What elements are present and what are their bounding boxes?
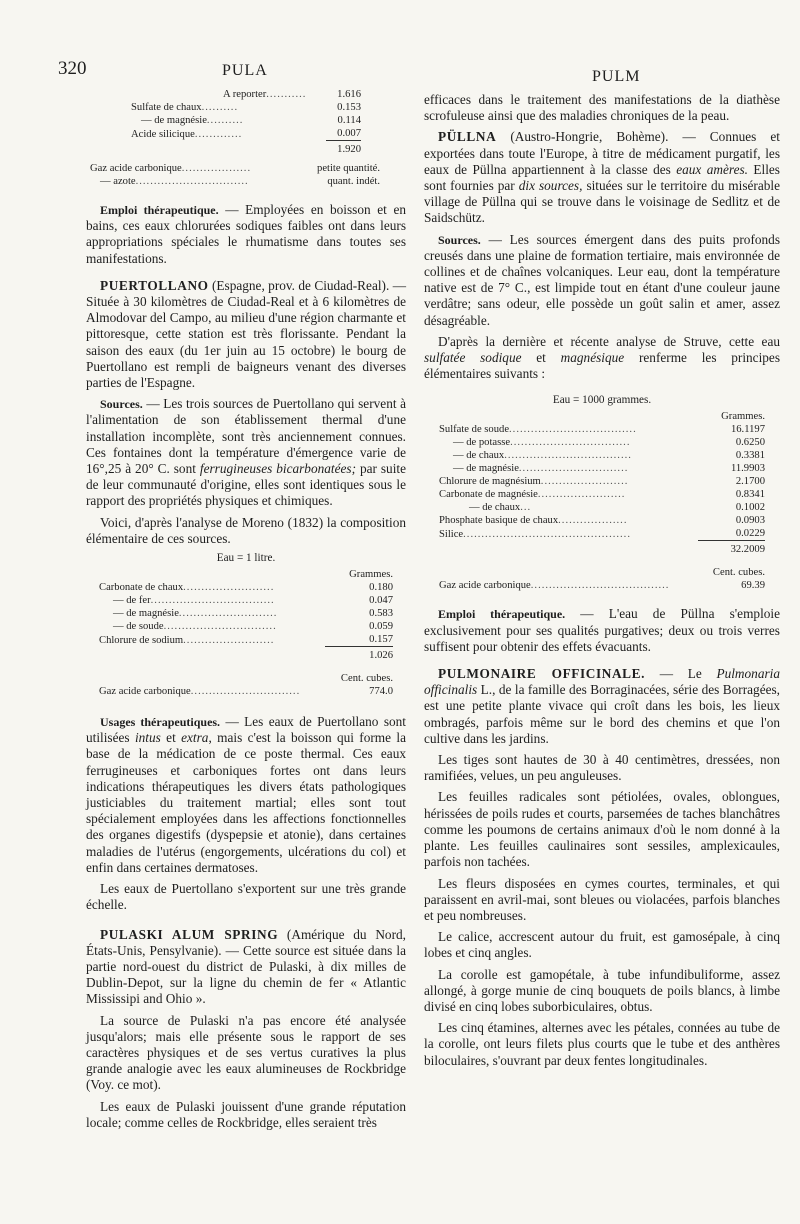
table-row: — azote............................... quant. indét. [100, 176, 380, 187]
paragraph-sources: Sources. — Les trois sources de Puertollano qui servent à l'alimentation de son établissement thermal d'une installation incomplète, sont très anciennement connues. Ces fontaines dont la température d'émergence varie de 16°,25 à 20° C. sont ferrugineuses bicarbonatées; par suite de leur communauté d'origine, elles sont identiques sous le rapport des propriétés physiques et chimiques. [86, 396, 406, 509]
left-column [86, 88, 406, 1136]
table-row: Phosphate basique de chaux................... 0.0903 [439, 515, 765, 527]
paragraph-export: Les eaux de Puertollano s'exportent sur une très grande échelle. [86, 881, 406, 913]
table-row: Carbonate de chaux......................... 0.180 [99, 582, 393, 594]
paragraph-corolle: La corolle est gamopétale, à tube infundibuliforme, assez allongé, à gorge munie de cinq bouquets de poils blancs, à limbe divisé en cinq lobes suborbiculaires, obtus. [424, 966, 780, 1014]
column-header: Grammes. [721, 411, 765, 423]
table-row: Gaz acide carbonique................... petite quantité. [90, 163, 380, 174]
table-row: — de soude............................... 0.059 [113, 621, 393, 633]
table-row: Chlorure de magnésium........................ 2.1700 [439, 476, 765, 488]
table-row: Silice.............................................. 0.0229 [439, 528, 765, 540]
analysis-table-pullna [439, 410, 765, 592]
paragraph-tiges: Les tiges sont hautes de 30 à 40 centimètres, dressées, non ramifiées, velues, un peu anguleuses. [424, 752, 780, 784]
table-row: — de magnésie.............................. 11.9903 [453, 463, 765, 475]
analysis-table-puertollano [99, 568, 393, 698]
unit-label: Eau = 1000 grammes. [552, 394, 652, 407]
page-number: 320 [58, 58, 87, 79]
running-head-left: PULA [222, 62, 268, 79]
table-row: Carbonate de magnésie........................ 0.8341 [439, 489, 765, 501]
table-row: — de magnésie........................... 0.583 [113, 608, 393, 620]
paragraph-sources: Sources. — Les sources émergent dans des puits profonds creusés dans une plaine de formation tertiaire, mais environnée de collines et de chaînes volcaniques. Leur eau, dont la température native est de 7° C., est limpide tout en étant d'une couleur jaune verdâtre; sans odeur, elle possède un goût salin et amer, assez désagréable. [424, 231, 780, 328]
table-row: Sulfate de chaux.......... 0.153 [131, 102, 361, 113]
paragraph-feuilles: Les feuilles radicales sont pétiolées, ovales, oblongues, hérissées de poils rudes et courts, parsemées de taches blanchâtres comme les poumons de certains animaux d'où le nom donné à la plante. Les feuilles caulinaires sont sessiles, amplexicaules, parfois non tachées. [424, 789, 780, 870]
table-row: — de potasse................................. 0.6250 [453, 437, 765, 449]
page-header [0, 58, 800, 88]
table-total-row: 1.026 [99, 647, 393, 663]
column-header: Grammes. [349, 569, 393, 581]
table-row: Gaz acide carbonique...................................... 69.39 [439, 580, 765, 592]
paragraph-reputation: Les eaux de Pulaski jouissent d'une grande réputation locale; comme celles de Rockbridge, elles seraient très [86, 1098, 406, 1130]
paragraph-source: La source de Pulaski n'a pas encore été analysée jusqu'alors; mais elle présente sous le rapport de ses caractères physiques et de ses vertus curatives la plus grande analogie avec les eaux alumineuses de Rockbridge (Voy. ce mot). [86, 1012, 406, 1093]
paragraph-calice: Le calice, accrescent autour du fruit, est gamosépale, à cinq lobes et cinq angles. [424, 929, 780, 961]
table-row: — de fer.................................. 0.047 [113, 595, 393, 607]
table-row: — de chaux................................... 0.3381 [453, 450, 765, 462]
paragraph-emploi: Emploi thérapeutique. — Employées en boisson et en bains, ces eaux chlorurées sodiques faibles ont dans leurs appropriations spéciales le rhumatisme dans toutes ses manifestations. [86, 202, 407, 266]
gas-table [90, 162, 380, 188]
paragraph-pulaski: PULASKI ALUM SPRING (Amérique du Nord, États-Unis, Pensylvanie). — Cette source est située dans la partie nord-ouest du district de Pulaski, à dix milles de Dublin-Depot, sur la ligne du chemin de fer « Atlantic Mississipi and Ohio ». [86, 926, 406, 1007]
paragraph-fleurs: Les fleurs disposées en cymes courtes, terminales, et qui paraissent en avril-mai, sont bleues ou violacées, parfois blanches et peu nombreuses. [424, 875, 780, 923]
table-row: Sulfate de soude................................... 16.1197 [439, 424, 765, 436]
table-row: Gaz acide carbonique.............................. 774.0 [99, 686, 393, 698]
table-row: Acide silicique............. 0.007 [131, 128, 361, 140]
paragraph-usages: Usages thérapeutiques. — Les eaux de Puertollano sont utilisées intus et extra, mais c'est la boisson qui forme la base de la médication de ce poste thermal. Ces eaux ferrugineuses et carboniques fortes ont dans leurs indications thérapeutiques les divers états pathologiques justiciables du traitement martial; elles sont tout spécialement employées dans les affections fonctionnelles des organes digestifs (dyspepsie et atonie), dans certaines maladies de l'utérus (engorgements, ulcérations du col) et enfin dans certaines dermatoses. [86, 714, 406, 875]
paragraph-emploi: Emploi thérapeutique. — L'eau de Püllna s'emploie exclusivement pour ses qualités purgatives; deux ou trois verres suffisent pour obtenir des effets évacuants. [424, 606, 781, 654]
table-row: Chlorure de sodium......................... 0.157 [99, 634, 393, 646]
paragraph-pullna: PÜLLNA (Austro-Hongrie, Bohème). — Connues et exportées dans toute l'Europe, à titre de médicament purgatif, les eaux de Püllna appartiennent à la classe des eaux amères. Elles sont fournies par dix sources, situées sur le territoire du misérable village de Püllna qui se trouve dans le voisinage de Sedlitz et de Saidschütz. [424, 129, 780, 226]
running-head-right: PULM [592, 68, 641, 85]
unit-label: Eau = 1 litre. [216, 552, 276, 565]
table-total-row: 1.920 [131, 141, 361, 157]
table-row: — de magnésie.......... 0.114 [141, 115, 361, 126]
column-header: Cent. cubes. [340, 673, 393, 685]
paragraph-etamines: Les cinq étamines, alternes avec les pétales, connées au tube de la corolle, ont leurs filets plus courts que le tube et des anthères biloculaires, s'ouvrant par deux fentes longitudinales. [424, 1020, 780, 1068]
table-row: — de chaux... 0.1002 [469, 502, 765, 514]
paragraph-continued: efficaces dans le traitement des manifestations de la diathèse scrofuleuse ainsi que des maladies chroniques de la peau. [424, 92, 780, 124]
table-total-row: 32.2009 [439, 541, 765, 557]
table-row: A reporter........... 1.616 [223, 89, 361, 100]
analysis-table-continued [131, 88, 361, 156]
right-column [424, 92, 780, 1074]
paragraph-voici: Voici, d'après l'analyse de Moreno (1832) la composition élémentaire de ces sources. [86, 514, 406, 546]
paragraph-struve: D'après la dernière et récente analyse de Struve, cette eau sulfatée sodique et magnésique renferme les principes élémentaires suivants : [424, 333, 781, 382]
column-header: Cent. cubes. [712, 567, 765, 579]
paragraph-puertollano: PUERTOLLANO (Espagne, prov. de Ciudad-Real). — Située à 30 kilomètres de Ciudad-Real et à 6 kilomètres de Almodovar del Campo, au milieu d'une région charmante et pittoresque, cette station est très florissante. Pendant la saison des eaux (du 1er juin au 15 octobre) le bourg de Puertollano est rempli de baigneurs venant des diverses parties de l'Espagne. [86, 277, 406, 391]
paragraph-pulmonaire: PULMONAIRE OFFICINALE. — Le Pulmonaria officinalis L., de la famille des Borraginacées, série des Borragées, est une petite plante vivace qui croît dans les bois, les lieux ombragés, parfois même sur le bord des chemins et que l'on cultive dans les jardins. [424, 666, 780, 746]
